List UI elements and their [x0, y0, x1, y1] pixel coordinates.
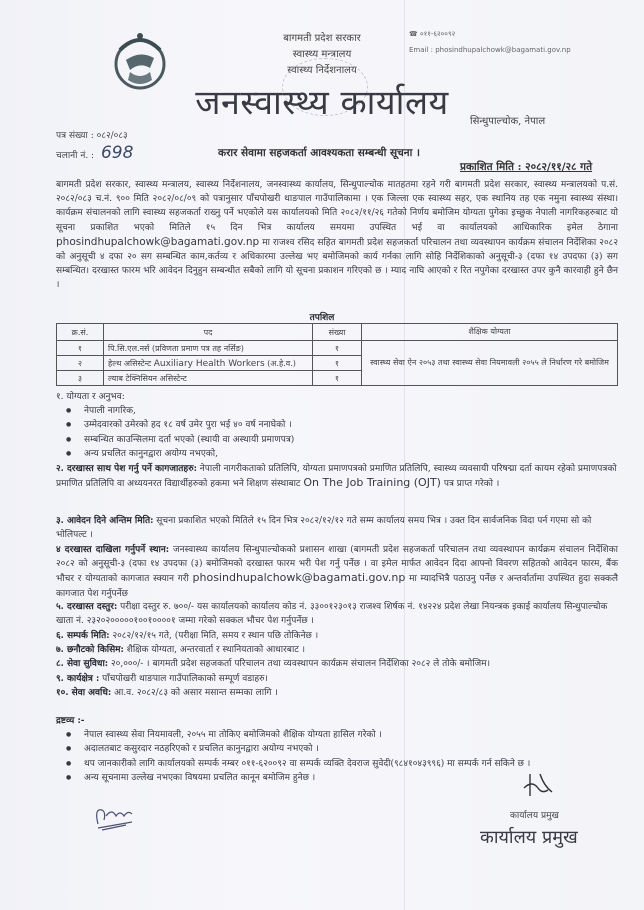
- header-qualification: शैक्षिक योग्यता: [362, 324, 618, 341]
- section-submission-place: [56, 543, 618, 601]
- table-header-row: [57, 324, 618, 341]
- row-post: पि.सि.एल.नर्स (प्रविणता प्रमाण पत्र तह नर्सिङ): [104, 341, 313, 356]
- note-item: ● थप जानकारीको लागि कार्यालयको सम्पर्क नम्बर ०११-६२००९२ वा सम्पर्क व्यक्ति देवराज सुवेदी(९८४१०४३९९६) मा सम्पर्क गर्न सकिने छ ।: [84, 757, 618, 771]
- note-item: ● अन्य सूचनामा उल्लेख नभएका विषयमा प्रचलित कानून बमोजिम हुनेछ ।: [84, 771, 618, 785]
- section-title: १. योग्यता र अनुभव:: [56, 392, 125, 402]
- notice-subject: करार सेवामा सहजकर्ता आवश्यकता सम्बन्धी सूचना ।: [218, 147, 420, 159]
- section-qualification: [56, 390, 618, 461]
- ojt-text: On The Job Training (OJT): [303, 476, 441, 490]
- office-location: सिन्धुपाल्चोक, नेपाल: [470, 116, 546, 127]
- section-benefits: [56, 657, 618, 671]
- section-text: आ.व. २०८२/८३ को असार मसान्त सम्मका लागि ।: [114, 687, 278, 698]
- row-qualification: स्वास्थ्य सेवा ऐन २०५३ तथा स्वास्थ्य सेवा नियमावली २०५५ ले निर्धारण गरे बमोजिम: [362, 341, 618, 386]
- header-post: पद: [104, 324, 313, 341]
- signature-left-icon: [92, 802, 142, 832]
- office-email: Email : phosindhupalchowk@bagamati.gov.np: [409, 46, 571, 54]
- section-contact-date: [56, 629, 618, 643]
- section-title: ९. कार्यक्षेत्र :: [56, 673, 100, 684]
- row-post-abbr: (अ.हे.व.): [267, 358, 296, 368]
- section-text: नेपाली नागरीकताको प्रतिलिपि, योग्यता प्रमाणपत्रको प्रमाणित प्रतिलिपि, स्वास्थ्य व्यवसायी परिषद्मा दर्ता कायम रहेको प्रमाणपत्रको प्रमाणित प्रतिलिपि वा अध्ययनरत विद्यार्थीहरुको हकमा भने शिक्षण संस्थाबाट: [56, 464, 617, 490]
- dispatch-number: [56, 143, 133, 163]
- row-post-np: हेल्थ असिस्टेन्ट: [108, 358, 152, 368]
- table-row: [57, 341, 618, 356]
- notes-title: द्रष्टव्य :-: [56, 716, 85, 726]
- section-title: ८. सेवा सुविधा:: [56, 659, 109, 670]
- section-text: २०,०००/- । बागमती प्रदेश सहजकर्ता परिचालन तथा व्यवस्थापन कार्यक्रम संचालन निर्देशिका २०८२ ले तोके बमोजिम।: [110, 659, 491, 670]
- section-selection: [56, 643, 618, 657]
- section-title: ४ दरखास्त दाखिला गर्नुपर्ने स्थान:: [56, 545, 170, 555]
- qualification-item: ● अन्य प्रचलित कानुनद्वारा अयोग्य नभएको,: [84, 447, 618, 461]
- row-sn: १: [57, 341, 104, 356]
- row-sn: २: [57, 356, 104, 371]
- office-phone: ☎ ०११-६२००९२: [409, 30, 456, 38]
- intro-text-end: मा राजश्व रसिद सहित बागमती प्रदेश सहजकर्ता परिचालन तथा व्यवस्थापन कार्यक्रम संचालन निर्देशिका २०८२ को अनुसूची ४ दफा २० सग सम्बन्धित काम,कर्तव्य र अधिकारमा उल्लेख भए बमोजिमको कार्य गर्नका लागि सोहि निर्देशिकाको अनुसूची-३ (दफा १४ उपदफा (३) सग सम्बन्धित। दरखास्त फारम भरि आवेदन दिनुहुन सम्बन्धीत सबैको लागि यो सूचना प्रकाशन गरिएको छ । म्याद नाघि आएको र रित नपुगेका दरखास्त उपर कुनै कारवाही हुने छैन ।: [56, 237, 618, 291]
- section-text-end: मा म्यादभित्रै पठाउनु पर्नेछ र अन्तर्वार्तामा उपस्थित हुदा सक्कलै कागजात पेश गर्नुपर्नेछ: [56, 574, 618, 599]
- section-duration: [56, 686, 618, 700]
- section-text-end: पत्र प्राप्त गरेको ।: [443, 479, 500, 490]
- section-documents: [56, 462, 618, 491]
- row-post-en: Auxiliary Health Workers: [153, 358, 265, 369]
- section-text: परीक्षा दस्तुर रु. ७००/- यस कार्यालयको कार्यालय कोड नं. ३३००१२३०१३ राजश्व शिर्षक नं. १४२२४ प्रदेश लेखा नियन्त्रक इकाई कार्यालय सिन्धुपाल्चोक खाता नं. २३२०२०००००१००१००००१ जम्मा गरेको सक्कल भौचर पेश गर्नुपर्नेछ ।: [56, 602, 608, 627]
- letter-number-label: पत्र संख्या :: [56, 131, 94, 141]
- section-title: ६. सम्पर्क मिति:: [56, 631, 110, 641]
- letterhead-line3: स्वास्थ्य निर्देशनालय: [287, 65, 357, 76]
- row-count: १: [313, 356, 362, 371]
- submission-email-link[interactable]: phosindhupalchowk@bagamati.gov.np: [192, 571, 406, 585]
- note-item: ● अदालतबाट कसुरदार नठहरिएको र प्रचलित कानुनद्वारा अयोग्य नभएको ।: [84, 742, 618, 756]
- letterhead-line1: बागमती प्रदेश सरकार: [283, 33, 361, 44]
- office-name: जनस्वास्थ्य कार्यालय: [195, 83, 449, 123]
- dispatch-number-label: चलानी नं. :: [56, 151, 95, 161]
- intro-paragraph: [56, 178, 618, 293]
- header-count: संख्या: [313, 324, 362, 341]
- section-text: २०८२/१२/१५ गते, (परीक्षा मिति, समय र स्थान पछि तोकिनेछ ।: [112, 631, 319, 641]
- section-title: ५. दरखास्त दस्तुर:: [56, 602, 118, 612]
- section-title: २. दरखास्त साथ पेश गर्नु पर्ने कागजातहरु:: [56, 464, 197, 474]
- row-count: १: [313, 371, 362, 386]
- header-sn: क्र.सं.: [57, 324, 104, 341]
- intro-email-link[interactable]: phosindhupalchowk@bagamati.gov.np: [56, 235, 260, 248]
- dispatch-number-value: 698: [100, 143, 134, 163]
- table-title: तपशिल: [309, 313, 335, 323]
- section-title: १०. सेवा अवधि:: [56, 687, 112, 698]
- intro-text: बागमती प्रदेश सरकार, स्वास्थ्य मन्त्रालय, स्वास्थ्य निर्देशनालय, जनस्वास्थ्य कार्यालय, सिन्धुपाल्चोक मातहतमा रहने गरी बागमती प्रदेश सरकार, स्वास्थ्य मन्त्रालयको प.सं. २०८२/०८३ च.नं. ९०० मिति २०८२/०८/०९ को पत्रानुसार पाँचपोखरी थाङपाल गाउँपालिकामा । एक जिल्ला एक स्वास्थ्य सहर, एक स्थानिय तह एक नमुना स्वास्थ्य संस्था। कार्यक्रम संचालनको लागि स्वास्थ्य सहजकर्ता राख्नु पर्ने भएकोले यस कार्यालयको मिति २०८२/११/२६ गतेको निर्णय बमोजिम योग्यता पुगेका इच्छुक नेपाली नागरिकहरुबाट यो सूचना प्रकाशित भएको मितिले १५ दिन भित्र कार्यालय समयमा उपस्थित भई वा कार्यालयको आधिकारिक इमेल ठेगाना: [56, 180, 618, 233]
- section-text: सूचना प्रकाशित भएको मितिले १५ दिन भित्र २०८२/१२/१२ गते सम्म कार्यालय समय भित्र । उक्त दिन सार्वजनिक विदा पर्न गएमा सो को भोलिपल्ट ।: [56, 516, 592, 541]
- note-item: ● नेपाल स्वास्थ्य सेवा नियमावली, २०५५ मा तोकिए बमोजिमको शैक्षिक योग्यता हासिल गरेको ।: [84, 728, 618, 742]
- signature-caption: कार्यालय प्रमुख: [510, 811, 559, 821]
- letter-number-value: ०८२/०८३: [96, 131, 128, 141]
- section-text: शैक्षिक योग्यता, अन्तरवार्ता र स्थानियताको आधारबाट ।: [126, 645, 306, 656]
- section-text: पाँचपोखरी थाङपाल गाउँपालिकाको सम्पूर्ण वडाहरु।: [102, 673, 268, 684]
- row-post: [104, 356, 313, 371]
- row-sn: ३: [57, 371, 104, 386]
- signature-title: कार्यालय प्रमुख: [480, 827, 578, 848]
- section-title: ७. छनौटको किसिम:: [56, 645, 124, 656]
- row-post: ल्याब टेक्निसियन असिस्टेन्ट: [104, 371, 313, 386]
- letter-number: [56, 128, 128, 141]
- published-date: प्रकाशित मिति : २०८२/११/२८ गते: [460, 161, 593, 173]
- section-title: ३. आवेदन दिने अन्तिम मिति:: [56, 516, 154, 526]
- row-count: १: [313, 341, 362, 356]
- posts-table: [56, 323, 618, 386]
- section-text: जनस्वास्थ्य कार्यालय सिन्धुपाल्चोकको प्रशासन शाखा (बागमती प्रदेश सहजकर्ता परिचालन तथा व्यवस्थापन कार्यक्रम संचालन निर्देशिका २०८२ को अनुसूची-३ (दफा १४ उपदफा (३) बमोजिमको दरखास्त फारम भरी पेश गर्नु पर्नेछ । वा इमेल मार्फत आवेदन दिदा आफ्नो विवरण सहितको आवेदन फारम, बैंक भौचर र योग्यताको कागजात स्क्यान गरी: [56, 545, 618, 585]
- qualification-item: ● उम्मेदवारको उमेरको हद १८ वर्ष उमेर पुरा भई ४० वर्ष ननाघेको ।: [84, 418, 618, 432]
- signature-right-icon: [518, 770, 558, 800]
- section-workplace: [56, 672, 618, 686]
- section-fee: [56, 600, 618, 628]
- letterhead-line2: स्वास्थ्य मन्त्रालय: [292, 49, 352, 60]
- section-list: [56, 629, 618, 700]
- section-deadline: [56, 514, 618, 542]
- qualification-item: ● नेपाली नागरिक,: [84, 404, 618, 418]
- qualification-item: ● सम्बन्धित काउन्सिलमा दर्ता भएको (स्थायी वा अस्थायी प्रमाणपत्र): [84, 433, 618, 447]
